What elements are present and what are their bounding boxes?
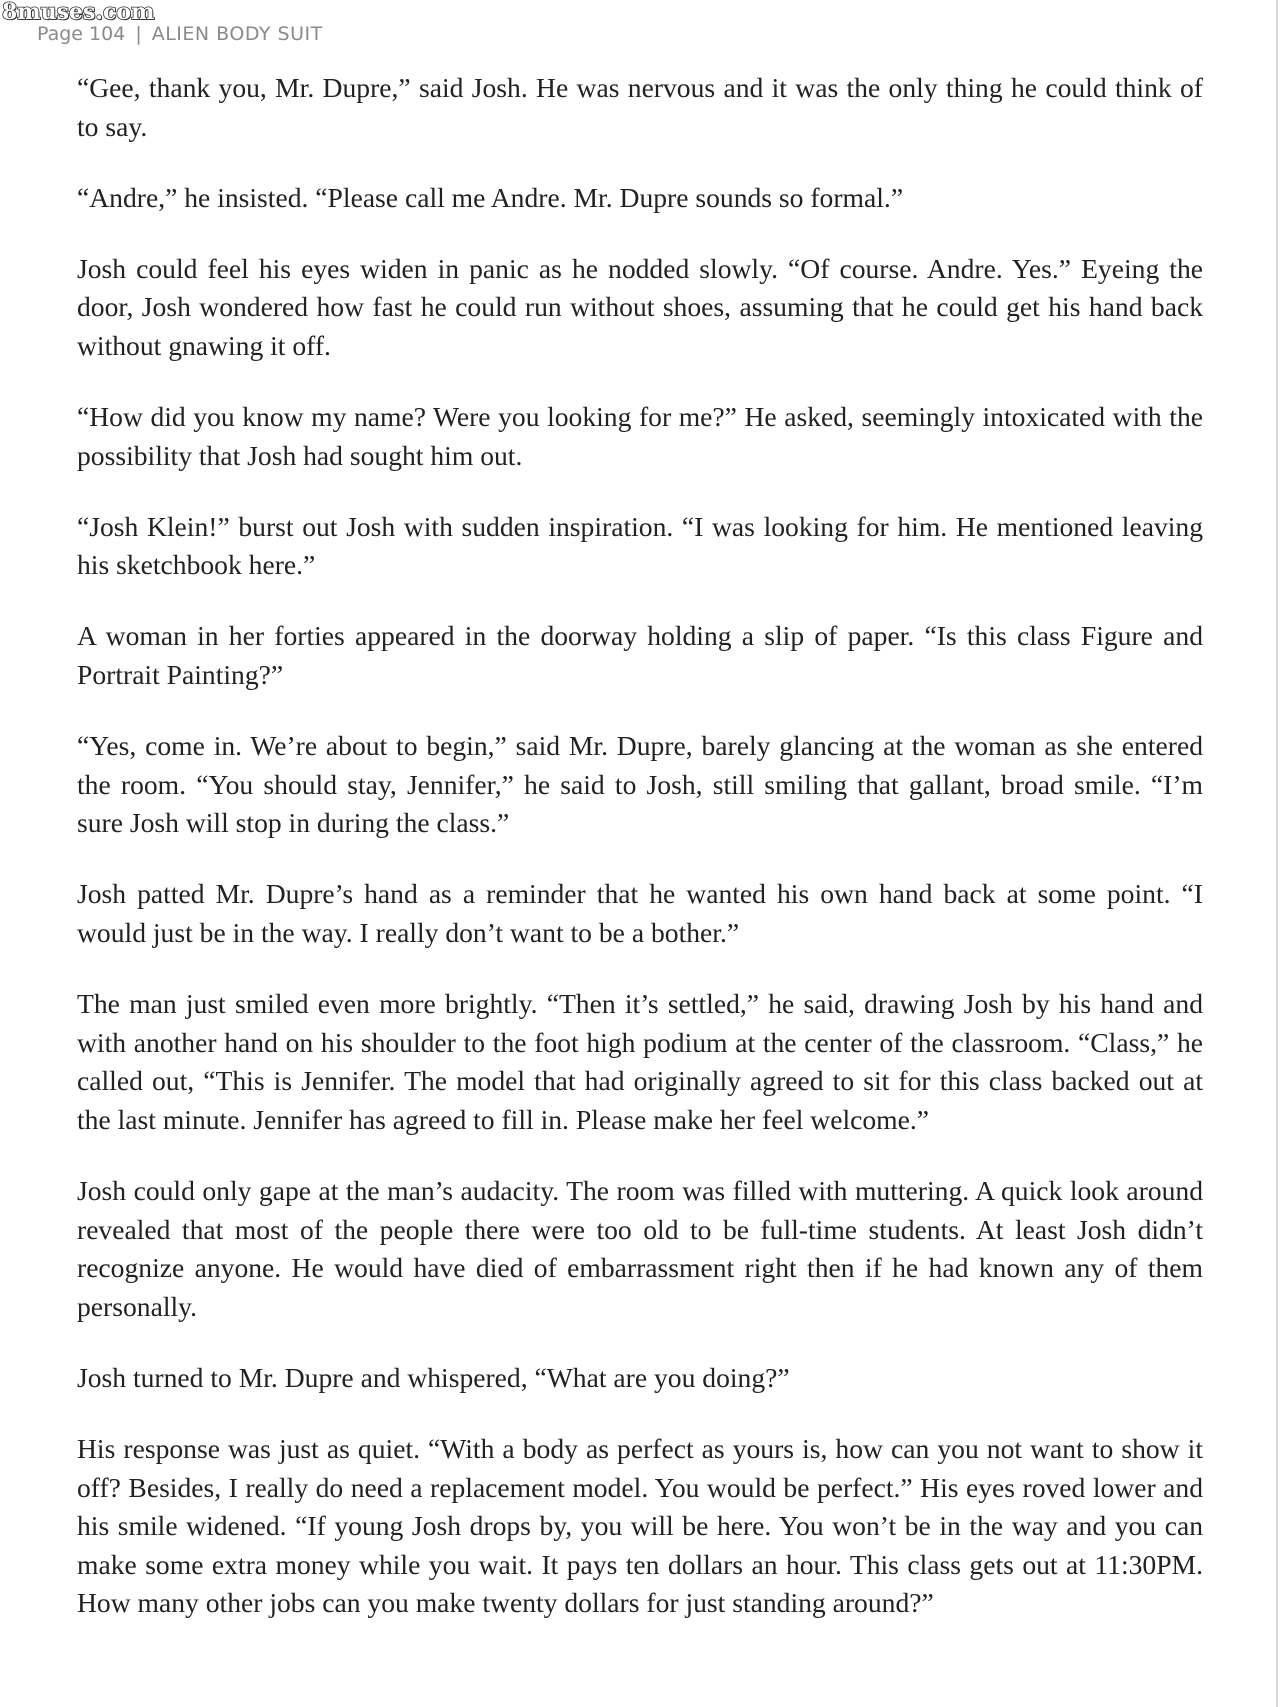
book-title: ALIEN BODY SUIT (151, 23, 323, 45)
page-number: Page 104 (37, 23, 126, 45)
page-body (77, 69, 1203, 1655)
paragraph: A woman in her forties appeared in the doorway holding a slip of paper. “Is this class Figure and Portrait Painting?” (77, 620, 1203, 691)
running-header (37, 22, 323, 46)
paragraph: Josh could only gape at the man’s audacity. The room was filled with muttering. A quick look around revealed that most of the people there were too old to be full-time students. At least Josh didn’t recognize anyone. He would have died of embarrassment right then if he had known any of them personally. (77, 1174, 1203, 1322)
paragraph: The man just smiled even more brightly. “Then it’s settled,” he said, drawing Josh by his hand and with another hand on his shoulder to the foot high podium at the center of the classroom. “Class,” he called out, “This is Jennifer. The model that had originally agreed to sit for this class backed out at the last minute. Jennifer has agreed to fill in. Please make her feel welcome.” (77, 988, 1203, 1135)
paragraph: “Gee, thank you, Mr. Dupre,” said Josh. He was nervous and it was the only thing he could think of to say. (77, 72, 1203, 142)
site-watermark: 8muses.com (2, 0, 155, 25)
paragraph: His response was just as quiet. “With a body as perfect as yours is, how can you not want to show it off? Besides, I really do need a replacement model. You would be perfect.” His eyes roved lower and his smile widened. “If young Josh drops by, you will be here. You won’t be in the way and you can make some extra money while you wait. It pays ten dollars an hour. This class gets out at 11:30PM. How many other jobs can you make twenty dollars for just standing around?” (77, 1432, 1203, 1619)
paragraph: “Josh Klein!” burst out Josh with sudden inspiration. “I was looking for him. He mentioned leaving his sketchbook here.” (77, 510, 1203, 581)
paragraph: Josh could feel his eyes widen in panic as he nodded slowly. “Of course. Andre. Yes.” Eyeing the door, Josh wondered how fast he could run without shoes, assuming that he could get his hand back without gnawing it off. (77, 252, 1203, 361)
paragraph: “How did you know my name? Were you looking for me?” He asked, seemingly intoxicated with the possibility that Josh had sought him out. (77, 401, 1203, 471)
paragraph: Josh turned to Mr. Dupre and whispered, “What are you doing?” (77, 1361, 790, 1393)
paragraph: Josh patted Mr. Dupre’s hand as a reminder that he wanted his own hand back at some point. “I would just be in the way. I really don’t want to be a bother.” (77, 878, 1203, 948)
paragraph: “Yes, come in. We’re about to begin,” said Mr. Dupre, barely glancing at the woman as she entered the room. “You should stay, Jennifer,” he said to Josh, still smiling that gallant, broad smile. “I’m sure Josh will stop in during the class.” (77, 730, 1203, 839)
paragraph: “Andre,” he insisted. “Please call me Andre. Mr. Dupre sounds so formal.” (77, 181, 904, 213)
page-edge-divider (1276, 0, 1278, 1707)
header-separator: | (135, 23, 142, 45)
